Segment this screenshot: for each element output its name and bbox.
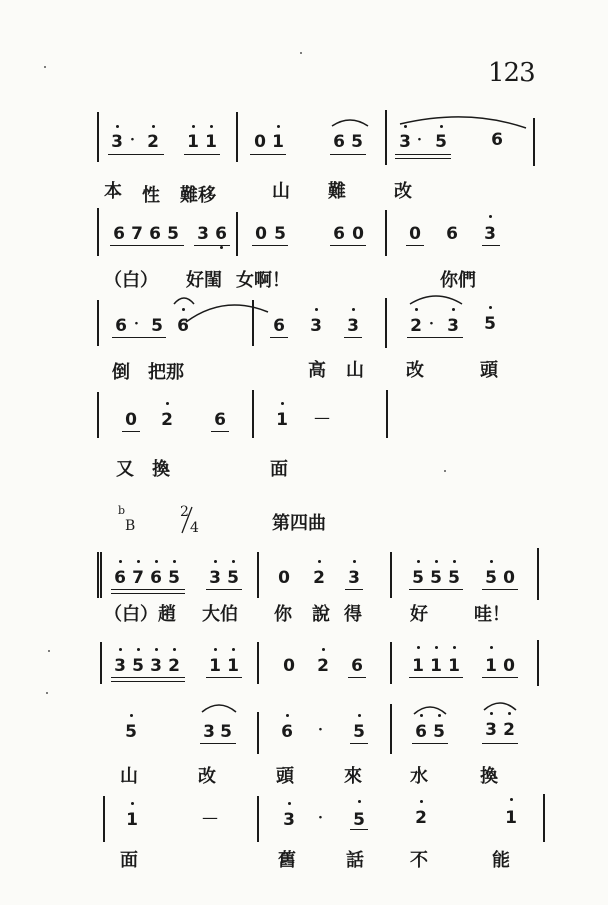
lyric: 換: [480, 766, 498, 787]
high-dot: [453, 646, 456, 649]
lyric: （白）趙: [104, 604, 176, 625]
underline: [412, 743, 448, 744]
note: 5: [353, 810, 365, 830]
barline: [97, 392, 99, 438]
barline: [533, 118, 535, 166]
high-dot: [173, 648, 176, 651]
lyric: 本: [104, 181, 122, 202]
high-dot: [173, 560, 176, 563]
underline: [395, 154, 451, 155]
lyric: 話: [346, 850, 364, 871]
note: 2: [415, 808, 427, 828]
lyric: 舊: [278, 850, 296, 871]
note: 3: [348, 568, 360, 588]
lyric: 面: [120, 850, 138, 871]
lyric: 說: [312, 604, 330, 625]
slur: [330, 116, 370, 128]
lyric: 山: [120, 766, 138, 787]
note: 5: [168, 568, 180, 588]
underline: [482, 245, 500, 246]
slur: [412, 702, 448, 716]
scan-speck: [300, 52, 302, 54]
note: 7: [132, 568, 144, 588]
high-dot: [131, 802, 134, 805]
note: 2: [161, 410, 173, 430]
lyric: 好閨: [186, 270, 222, 291]
high-dot: [155, 560, 158, 563]
note: 1: [209, 656, 221, 676]
note: 0: [283, 656, 295, 676]
lyric: 女啊！: [236, 270, 290, 291]
note: 3: [203, 722, 215, 742]
note: 1: [276, 410, 288, 430]
note: 0: [255, 224, 267, 244]
lyric: 哇！: [474, 604, 510, 625]
underline: [406, 245, 424, 246]
section-title: 第四曲: [272, 513, 326, 534]
dot-extension: ·: [318, 810, 323, 826]
lyric: 水: [410, 766, 428, 787]
barline: [386, 390, 388, 438]
page-number: 123: [488, 58, 535, 88]
dot-extension: ·: [134, 316, 139, 332]
barline: [390, 552, 392, 598]
underline: [252, 245, 288, 246]
note: 0: [503, 656, 515, 676]
underline: [111, 589, 185, 590]
high-dot: [315, 308, 318, 311]
lyric: 性: [142, 185, 160, 206]
note: 3: [347, 316, 359, 336]
note: 5: [151, 316, 163, 336]
note: 6: [446, 224, 458, 244]
high-dot: [508, 712, 511, 715]
note: 2: [168, 656, 180, 676]
lyric: 大伯: [202, 604, 238, 625]
high-dot: [130, 714, 133, 717]
note: 3: [197, 224, 209, 244]
barline: [257, 796, 259, 842]
barline: [236, 112, 238, 162]
high-dot: [490, 712, 493, 715]
barline: [100, 552, 102, 598]
note: 5: [220, 722, 232, 742]
barline: [257, 552, 259, 598]
underline: [111, 677, 185, 678]
barline: [252, 390, 254, 438]
high-dot: [232, 648, 235, 651]
note: 6: [177, 316, 189, 336]
scan-speck: [44, 66, 46, 68]
high-dot: [137, 560, 140, 563]
key-letter: B: [125, 518, 136, 534]
underline: [211, 431, 229, 432]
lyric: 難: [328, 181, 346, 202]
lyric: 倒: [112, 362, 130, 383]
high-dot: [281, 402, 284, 405]
time-bottom: 4: [190, 520, 199, 536]
note: 5: [433, 722, 445, 742]
high-dot: [214, 648, 217, 651]
barline: [100, 642, 102, 684]
high-dot: [286, 714, 289, 717]
high-dot: [490, 560, 493, 563]
underline: [345, 589, 363, 590]
underline: [111, 681, 185, 682]
note: 6: [415, 722, 427, 742]
lyric: 山: [346, 360, 364, 381]
high-dot: [358, 800, 361, 803]
note: 5: [227, 568, 239, 588]
scan-speck: [46, 692, 48, 694]
barline: [385, 210, 387, 256]
note: 3: [484, 224, 496, 244]
barline: [390, 642, 392, 684]
lyric: 頭: [480, 360, 498, 381]
high-dot: [490, 646, 493, 649]
note: 0: [409, 224, 421, 244]
high-dot: [166, 402, 169, 405]
note: 3: [150, 656, 162, 676]
note: 6: [113, 224, 125, 244]
note: 5: [448, 568, 460, 588]
note: 0: [254, 132, 266, 152]
underline: [409, 589, 463, 590]
high-dot: [192, 125, 195, 128]
high-dot: [489, 306, 492, 309]
note: 0: [278, 568, 290, 588]
underline: [194, 245, 230, 246]
lyric: 你: [274, 604, 292, 625]
underline: [348, 677, 366, 678]
note: 1: [187, 132, 199, 152]
high-dot: [489, 215, 492, 218]
barline: [97, 300, 99, 346]
barline: [257, 642, 259, 684]
note: 7: [131, 224, 143, 244]
low-dot: [220, 246, 223, 249]
note: 2: [313, 568, 325, 588]
underline: [482, 677, 518, 678]
high-dot: [420, 800, 423, 803]
note: 2: [317, 656, 329, 676]
underline: [344, 337, 362, 338]
note: 1: [430, 656, 442, 676]
flat-sign: b: [118, 504, 126, 517]
high-dot: [116, 125, 119, 128]
slur: [200, 700, 238, 714]
note: 3: [209, 568, 221, 588]
lyric: 不: [410, 850, 428, 871]
note: 3: [111, 132, 123, 152]
note: 6: [215, 224, 227, 244]
slur: [408, 292, 464, 306]
barline: [537, 548, 539, 600]
note: 5: [353, 722, 365, 742]
underline: [350, 829, 368, 830]
underline: [482, 589, 518, 590]
high-dot: [353, 560, 356, 563]
lyric: 把那: [148, 362, 184, 383]
note: 1: [205, 132, 217, 152]
note: 5: [412, 568, 424, 588]
lyric: 高: [308, 360, 326, 381]
note: 3: [447, 316, 459, 336]
barline: [97, 552, 99, 598]
lyric: 改: [394, 181, 412, 202]
high-dot: [352, 308, 355, 311]
underline: [407, 337, 463, 338]
lyric: 你們: [440, 270, 476, 291]
high-dot: [417, 646, 420, 649]
dot-extension: ·: [318, 722, 323, 738]
note: 6: [281, 722, 293, 742]
note: 6: [149, 224, 161, 244]
high-dot: [322, 648, 325, 651]
dot-extension: ·: [417, 132, 422, 148]
high-dot: [417, 560, 420, 563]
note: 1: [448, 656, 460, 676]
underline: [270, 337, 288, 338]
dot-extension: ·: [130, 132, 135, 148]
note: 5: [484, 314, 496, 334]
high-dot: [155, 648, 158, 651]
dot-extension: ·: [429, 316, 434, 332]
underline: [482, 743, 518, 744]
lyric: 難移: [180, 185, 216, 206]
high-dot: [510, 798, 513, 801]
high-dot: [137, 648, 140, 651]
note: 2: [147, 132, 159, 152]
note: 3: [399, 132, 411, 152]
lyric: 頭: [276, 766, 294, 787]
underline: [330, 245, 366, 246]
scan-speck: [48, 650, 50, 652]
high-dot: [214, 560, 217, 563]
note: 5: [430, 568, 442, 588]
barline: [385, 110, 387, 165]
note: 3: [283, 810, 295, 830]
barline: [390, 704, 392, 754]
note: 5: [125, 722, 137, 742]
note: 1: [272, 132, 284, 152]
lyric: 山: [272, 181, 290, 202]
underline: [330, 154, 366, 155]
high-dot: [288, 802, 291, 805]
scan-speck: [444, 470, 446, 472]
barline: [97, 208, 99, 256]
sustain-dash: —: [314, 408, 330, 427]
high-dot: [152, 125, 155, 128]
note: 3: [310, 316, 322, 336]
barline: [537, 640, 539, 686]
underline: [184, 154, 220, 155]
note: 1: [227, 656, 239, 676]
note: 0: [352, 224, 364, 244]
lyric: 改: [406, 360, 424, 381]
underline: [110, 245, 184, 246]
lyric: 又: [116, 459, 134, 480]
note: 0: [125, 410, 137, 430]
barline: [543, 794, 545, 842]
tie: [184, 300, 270, 330]
underline: [250, 154, 286, 155]
slur: [482, 698, 518, 712]
underline: [112, 337, 166, 338]
note: 5: [351, 132, 363, 152]
underline: [122, 431, 140, 432]
lyric: （白）: [104, 270, 158, 291]
note: 6: [273, 316, 285, 336]
high-dot: [415, 308, 418, 311]
barline: [97, 112, 99, 162]
high-dot: [452, 308, 455, 311]
note: 5: [485, 568, 497, 588]
high-dot: [119, 648, 122, 651]
underline: [206, 677, 242, 678]
note: 6: [491, 130, 503, 150]
high-dot: [210, 125, 213, 128]
lyric: 換: [152, 459, 170, 480]
note: 6: [214, 410, 226, 430]
note: 0: [503, 568, 515, 588]
high-dot: [318, 560, 321, 563]
note: 5: [167, 224, 179, 244]
underline: [200, 743, 236, 744]
underline: [395, 158, 451, 159]
note: 3: [485, 720, 497, 740]
high-dot: [435, 560, 438, 563]
note: 1: [412, 656, 424, 676]
high-dot: [453, 560, 456, 563]
barline: [257, 712, 259, 754]
sustain-dash: —: [202, 808, 218, 827]
note: 2: [503, 720, 515, 740]
note: 6: [114, 568, 126, 588]
underline: [350, 743, 368, 744]
lyric: 來: [344, 766, 362, 787]
note: 1: [126, 810, 138, 830]
note: 6: [333, 224, 345, 244]
underline: [111, 593, 185, 594]
lyric: 面: [270, 459, 288, 480]
note: 2: [410, 316, 422, 336]
note: 3: [114, 656, 126, 676]
high-dot: [277, 125, 280, 128]
barline: [385, 298, 387, 348]
note: 5: [274, 224, 286, 244]
note: 1: [485, 656, 497, 676]
note: 1: [505, 808, 517, 828]
underline: [409, 677, 463, 678]
lyric: 改: [198, 766, 216, 787]
time-top: 2: [180, 504, 189, 520]
barline: [236, 212, 238, 256]
slur: [398, 112, 528, 132]
note: 6: [351, 656, 363, 676]
note: 5: [132, 656, 144, 676]
note: 6: [115, 316, 127, 336]
barline: [103, 796, 105, 842]
high-dot: [119, 560, 122, 563]
lyric: 能: [492, 850, 510, 871]
underline: [206, 589, 242, 590]
lyric: 好: [410, 604, 428, 625]
note: 6: [333, 132, 345, 152]
note: 5: [435, 132, 447, 152]
high-dot: [232, 560, 235, 563]
lyric: 得: [344, 604, 362, 625]
high-dot: [435, 646, 438, 649]
note: 6: [150, 568, 162, 588]
underline: [108, 154, 164, 155]
high-dot: [358, 714, 361, 717]
